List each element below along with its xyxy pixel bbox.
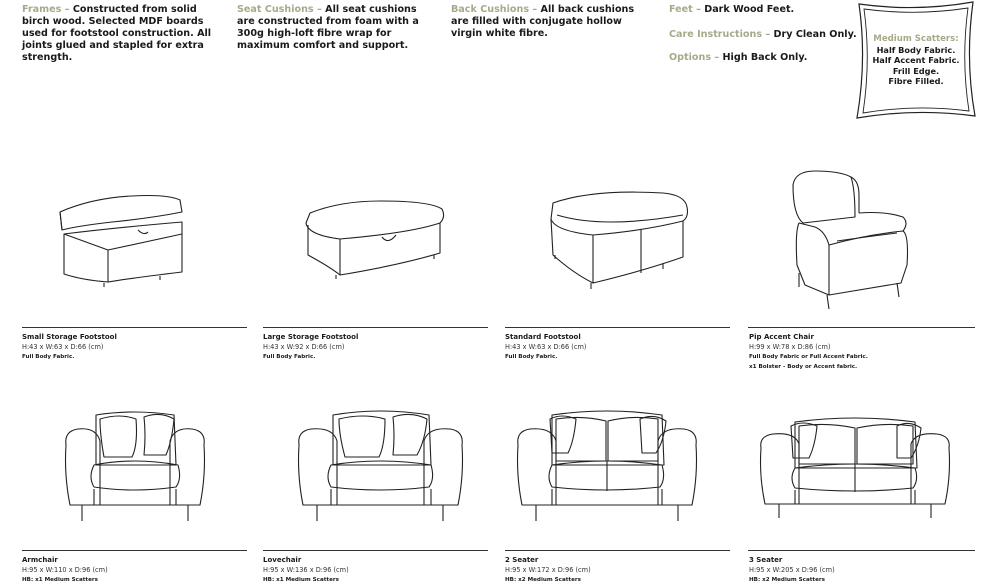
product-name: Standard Footstool bbox=[505, 333, 581, 341]
spec-frames-dash: – bbox=[64, 4, 70, 15]
scatter-description bbox=[863, 34, 969, 87]
spec-care-text: Dry Clean Only. bbox=[773, 29, 857, 40]
product-dimensions: H:99 x W:78 x D:86 (cm) bbox=[749, 343, 831, 351]
divider bbox=[748, 327, 975, 328]
product-name: 3 Seater bbox=[749, 556, 783, 564]
three-seater-drawing-icon bbox=[755, 412, 955, 522]
spec-seat-dash: – bbox=[317, 4, 322, 15]
spec-feet-label: Feet bbox=[669, 4, 693, 15]
spec-seat-label: Seat Cushions bbox=[237, 4, 314, 15]
spec-care bbox=[669, 29, 857, 41]
spec-seat-cushions bbox=[237, 4, 437, 52]
scatter-line: Half Accent Fabric. bbox=[872, 55, 960, 65]
product-note: HB: x1 Medium Scatters bbox=[22, 577, 98, 583]
product-note: HB: x2 Medium Scatters bbox=[749, 577, 825, 583]
spec-frames-text: Constructed from solid birch wood. Selected MDF boards used for footstool construction. All joints glued and stapled for extra strength. bbox=[22, 4, 212, 63]
large-storage-footstool-drawing-icon bbox=[300, 195, 450, 280]
spec-feet-dash: – bbox=[696, 4, 701, 15]
divider bbox=[22, 550, 247, 551]
spec-seat-text: All seat cushions are constructed from foam with a 300g high-loft fibre wrap for maximum comfort and support. bbox=[237, 4, 419, 51]
product-note: Full Body Fabric. bbox=[22, 354, 75, 360]
divider bbox=[22, 327, 247, 328]
product-name: Small Storage Footstool bbox=[22, 333, 117, 341]
spec-options bbox=[669, 52, 807, 64]
product-name: 2 Seater bbox=[505, 556, 539, 564]
small-storage-footstool-drawing-icon bbox=[52, 190, 192, 290]
product-note: Full Body Fabric. bbox=[505, 354, 558, 360]
product-name: Lovechair bbox=[263, 556, 302, 564]
divider bbox=[505, 550, 730, 551]
divider bbox=[263, 327, 488, 328]
spec-back-text: All back cushions are filled with conjugate hollow virgin white fibre. bbox=[451, 4, 635, 39]
product-dimensions: H:95 x W:136 x D:96 (cm) bbox=[263, 566, 349, 574]
product-name: Pip Accent Chair bbox=[749, 333, 814, 341]
spec-care-dash: – bbox=[765, 29, 771, 40]
divider bbox=[748, 550, 975, 551]
divider bbox=[505, 327, 730, 328]
spec-back-cushions bbox=[451, 4, 651, 40]
scatter-line: Frill Edge. bbox=[892, 65, 940, 76]
product-note: HB: x1 Medium Scatters bbox=[263, 577, 339, 583]
product-dimensions: H:43 x W:92 x D:66 (cm) bbox=[263, 343, 345, 351]
scatter-line: Half Body Fabric. bbox=[876, 44, 956, 55]
product-note: x1 Bolster - Body or Accent fabric. bbox=[749, 364, 858, 370]
product-note: Full Body Fabric. bbox=[263, 354, 316, 360]
two-seater-drawing-icon bbox=[512, 405, 702, 525]
spec-back-label: Back Cushions bbox=[451, 4, 530, 15]
spec-options-text: High Back Only. bbox=[722, 52, 808, 63]
spec-back-dash: – bbox=[532, 4, 538, 15]
armchair-drawing-icon bbox=[60, 405, 210, 525]
divider bbox=[263, 550, 488, 551]
product-name: Armchair bbox=[22, 556, 58, 564]
spec-frames-label: Frames bbox=[22, 4, 62, 15]
product-dimensions: H:95 x W:172 x D:96 (cm) bbox=[505, 566, 591, 574]
spec-options-label: Options bbox=[669, 52, 712, 63]
spec-feet bbox=[669, 4, 794, 16]
product-name: Large Storage Footstool bbox=[263, 333, 359, 341]
product-note: HB: x2 Medium Scatters bbox=[505, 577, 581, 583]
standard-footstool-drawing-icon bbox=[543, 185, 693, 295]
medium-scatter-panel bbox=[853, 0, 979, 120]
lovechair-drawing-icon bbox=[293, 405, 468, 525]
product-dimensions: H:95 x W:205 x D:96 (cm) bbox=[749, 566, 835, 574]
product-dimensions: H:43 x W:63 x D:66 (cm) bbox=[22, 343, 104, 351]
scatter-line: Fibre Filled. bbox=[888, 76, 944, 86]
spec-care-label: Care Instructions bbox=[669, 29, 763, 40]
product-dimensions: H:43 x W:63 x D:66 (cm) bbox=[505, 343, 587, 351]
pip-accent-chair-drawing-icon bbox=[785, 165, 915, 310]
spec-frames bbox=[22, 4, 227, 64]
scatter-title: Medium Scatters: bbox=[873, 34, 959, 44]
spec-feet-text: Dark Wood Feet. bbox=[704, 4, 795, 15]
product-note: Full Body Fabric or Full Accent Fabric. bbox=[749, 354, 868, 360]
product-dimensions: H:95 x W:110 x D:96 (cm) bbox=[22, 566, 108, 574]
spec-options-dash: – bbox=[714, 52, 720, 63]
